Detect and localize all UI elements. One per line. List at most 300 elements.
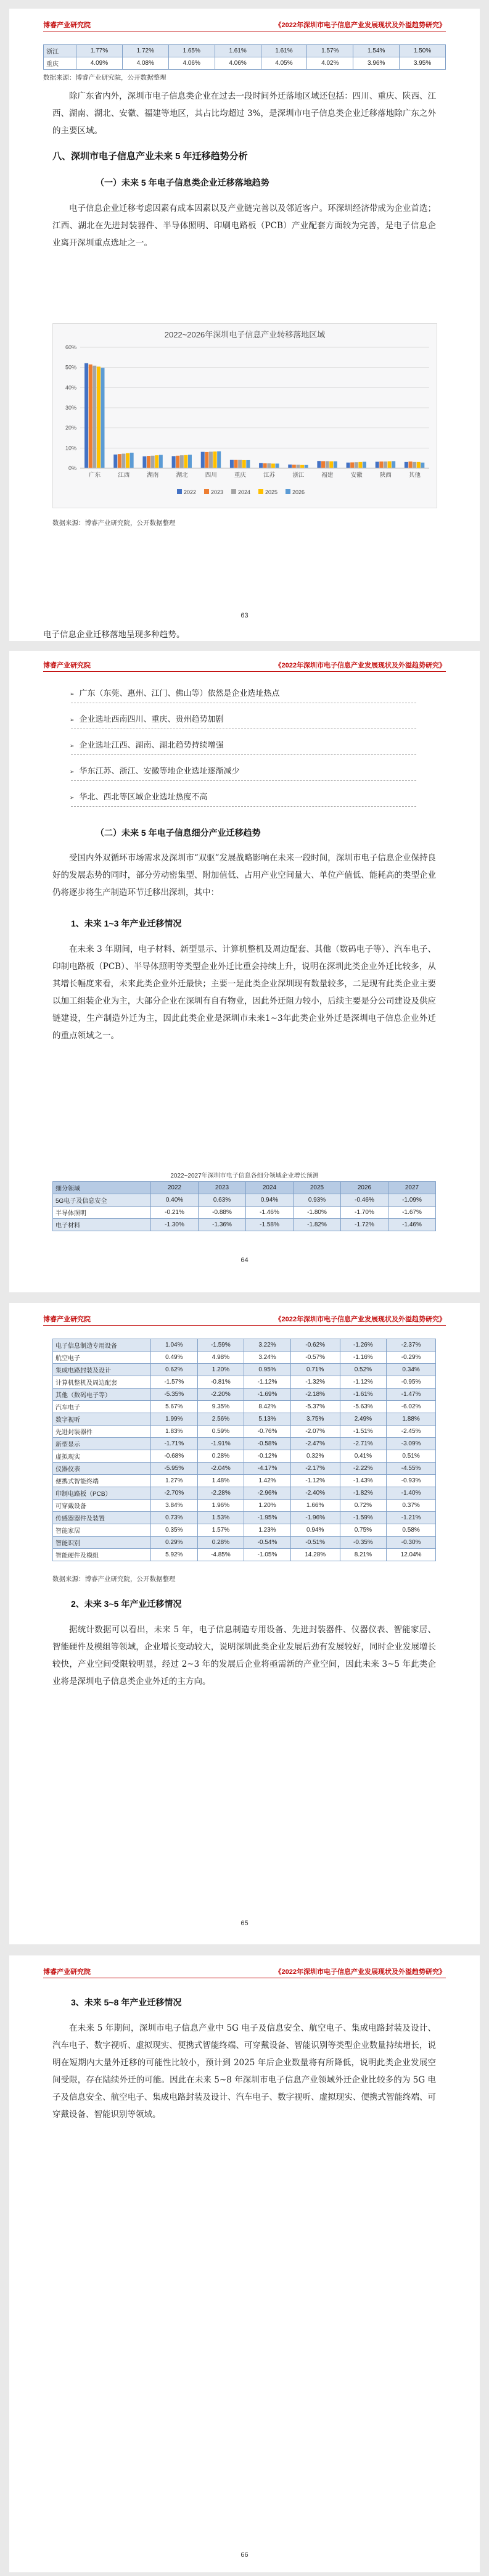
bar — [155, 455, 158, 468]
table-cell: -0.30% — [387, 1537, 436, 1549]
table-cell: -4.55% — [387, 1463, 436, 1475]
bar — [184, 455, 187, 468]
bar — [113, 455, 117, 468]
table-cell: -1.67% — [388, 1207, 436, 1219]
table-cell: 0.75% — [340, 1524, 387, 1537]
table-cell: -3.09% — [387, 1438, 436, 1450]
table-cell: -2.40% — [290, 1487, 340, 1500]
table-cell: 4.98% — [197, 1352, 244, 1364]
legend-label: 2024 — [238, 489, 251, 495]
y-tick-label: 50% — [65, 364, 76, 371]
table-cell: -5.95% — [151, 1463, 198, 1475]
table-cell: -5.35% — [151, 1389, 198, 1401]
table-header-row — [53, 1182, 436, 1194]
table-cell: -2.96% — [244, 1487, 291, 1500]
bar — [271, 463, 275, 468]
header-right: 《2022年深圳市电子信息产业发展现状及外溢趋势研究》 — [274, 662, 446, 669]
table-cell: 2.56% — [197, 1413, 244, 1426]
table-cell: 1.57% — [197, 1524, 244, 1537]
table-cell: 计算机整机及周边配套 — [53, 1376, 151, 1389]
y-tick-label: 0% — [68, 465, 76, 471]
bar — [209, 452, 213, 468]
table-cell: 1.65% — [168, 45, 215, 57]
chart-title: 2022~2026年深圳电子信息产业转移落地区域 — [164, 330, 326, 339]
table-cell: 传感器器件及装置 — [53, 1512, 151, 1524]
table-cell: 5.92% — [151, 1549, 198, 1561]
bar — [159, 455, 163, 468]
table-cell: -0.68% — [151, 1450, 198, 1463]
legend-swatch — [204, 489, 209, 494]
table-cell: -0.29% — [387, 1352, 436, 1364]
table-cell: -2.20% — [197, 1389, 244, 1401]
x-tick-label: 四川 — [205, 472, 217, 479]
header-left: 博睿产业研究院 — [43, 1968, 91, 1976]
table-cell: 0.51% — [387, 1450, 436, 1463]
bar — [238, 460, 242, 468]
table-cell: 集成电路封装及设计 — [53, 1364, 151, 1376]
page-header — [43, 20, 446, 31]
bar — [205, 452, 208, 468]
bullet-text: 华东江苏、浙江、安徽等地企业选址逐渐减少 — [79, 767, 240, 776]
table-row — [53, 1413, 436, 1426]
table-cell: 12.04% — [387, 1549, 436, 1561]
page-64 — [9, 630, 480, 1292]
table-cell: 0.95% — [244, 1364, 291, 1376]
table-cell: 0.49% — [151, 1352, 198, 1364]
table-cell: 4.02% — [307, 57, 353, 70]
table-cell: -4.17% — [244, 1463, 291, 1475]
bar — [350, 463, 354, 468]
table-cell: -1.96% — [290, 1512, 340, 1524]
table-cell: -0.76% — [244, 1426, 291, 1438]
bullet-text: 企业选址江西、湖南、湖北趋势持续增强 — [79, 741, 224, 750]
bullet-divider — [71, 780, 416, 781]
table-header-cell: 2022 — [151, 1182, 199, 1194]
table-header-cell: 2026 — [341, 1182, 388, 1194]
table-header-cell: 2024 — [246, 1182, 294, 1194]
table-cell: 4.08% — [122, 57, 168, 70]
table-header-cell: 2027 — [388, 1182, 436, 1194]
table-row — [53, 1207, 436, 1219]
table-cell: -1.80% — [294, 1207, 341, 1219]
legend-swatch — [231, 489, 236, 494]
table-cell: -2.70% — [151, 1487, 198, 1500]
table-cell: -0.46% — [341, 1194, 388, 1207]
table-cell: -0.81% — [197, 1376, 244, 1389]
table-cell: 仪器仪表 — [53, 1463, 151, 1475]
table-cell: 先进封装器件 — [53, 1426, 151, 1438]
table-cell: 0.71% — [290, 1364, 340, 1376]
chart-svg — [53, 324, 437, 508]
bar — [413, 462, 416, 468]
bar — [101, 368, 104, 468]
bar — [126, 453, 129, 469]
source-note: 数据来源：博睿产业研究院，公开数据整理 — [52, 1575, 176, 1583]
bar — [217, 452, 221, 468]
table-cell: -0.57% — [290, 1352, 340, 1364]
table-cell: -1.32% — [290, 1376, 340, 1389]
source-note: 数据来源：博睿产业研究院，公开数据整理 — [43, 74, 166, 81]
table-cell: -1.09% — [388, 1194, 436, 1207]
top-table — [43, 44, 446, 70]
table-cell: 0.37% — [387, 1500, 436, 1512]
legend-swatch — [177, 489, 182, 494]
bar — [388, 461, 392, 468]
table-cell: 8.21% — [340, 1549, 387, 1561]
bullet-item — [70, 687, 280, 698]
table-cell: 0.28% — [197, 1450, 244, 1463]
bar — [305, 465, 308, 468]
bullet-divider — [71, 806, 416, 807]
bullet-item — [70, 712, 224, 724]
y-tick-label: 30% — [65, 405, 76, 411]
table-cell: 0.52% — [340, 1364, 387, 1376]
table-cell: 0.41% — [340, 1450, 387, 1463]
legend-label: 2026 — [292, 489, 305, 495]
table-cell: 1.96% — [197, 1500, 244, 1512]
bar — [188, 455, 192, 468]
header-right: 《2022年深圳市电子信息产业发展现状及外溢趋势研究》 — [274, 22, 446, 29]
paragraph: 电子信息企业迁移落地呈现多种趋势。 — [43, 630, 185, 640]
x-tick-label: 重庆 — [234, 472, 246, 479]
bar — [213, 452, 217, 468]
bar — [358, 462, 362, 468]
table-cell: 4.06% — [168, 57, 215, 70]
x-tick-label: 湖南 — [147, 472, 159, 479]
bar — [355, 462, 358, 468]
table-title: 2022~2027年深圳市电子信息各细分领域企业增长预测 — [170, 1173, 319, 1179]
table-cell: -1.12% — [340, 1376, 387, 1389]
table-cell: -1.51% — [340, 1426, 387, 1438]
table-row — [53, 1426, 436, 1438]
page-66 — [9, 1955, 480, 2572]
table-cell: -1.95% — [244, 1512, 291, 1524]
table-row — [53, 1219, 436, 1231]
table-row — [53, 1475, 436, 1487]
table-cell: -1.91% — [197, 1438, 244, 1450]
table-cell: -1.59% — [340, 1512, 387, 1524]
table-cell: 3.84% — [151, 1500, 198, 1512]
x-tick-label: 福建 — [321, 472, 334, 479]
paragraph: 受国内外双循环市场需求及深圳市“双驱”发展战略影响在未来一段时间，深圳市电子信息企业保持良好的发展态势的同时，部分劳动密集型、附加值低、占用产业空间量大、单位产值低、能耗高的类型企业仍将逐步将生产制造环节迁移出深圳，其中： — [52, 853, 436, 898]
header-left: 博睿产业研究院 — [43, 22, 91, 29]
bar — [379, 461, 383, 468]
x-tick-label: 广东 — [89, 472, 101, 479]
table-cell: -2.22% — [340, 1463, 387, 1475]
bullet-arrow-icon: ➢ — [70, 717, 75, 724]
bar — [130, 453, 134, 468]
table-cell: -1.40% — [387, 1487, 436, 1500]
table-row — [53, 1487, 436, 1500]
table-cell: 4.06% — [215, 57, 261, 70]
table-cell: -1.58% — [246, 1219, 294, 1231]
paragraph: 在未来 3 年期间，电子材料、新型显示、计算机整机及周边配套、其他（数码电子等）、汽车电子、印制电路板（PCB）、半导体照明等类型企业外迁比重会持续上升，说明在深圳此类企业外迁比较多，从其增长幅度来看，未来此类企业外迁最快；主要一是此类企业深圳现有数量较多，二是现有此类企业主要以加工组装企业为主，大部分企业在深圳有自有物业，因此外迁阻力较小，后续主要是分公司建设及供应链建设，生产制造外迁为主，因此此类企业是深圳市未来1~3年此类企业外迁是深圳电子信息企业外迁的重点领域之一。 — [52, 944, 436, 1041]
table-cell: -6.02% — [387, 1401, 436, 1413]
table-cell: -0.58% — [244, 1438, 291, 1450]
table-cell: 1.61% — [215, 45, 261, 57]
bar — [417, 462, 421, 468]
paragraph: 电子信息企业迁移考虑因素有成本因素以及产业链完善以及邻近客户。环深圳经济带成为企业首选；江西、湖北在先进封装器件、半导体照明、印刷电路板（PCB）产业配套方面较为完善，是电子信息企业离开深圳重点选址之一。 — [52, 204, 436, 248]
bar — [267, 463, 271, 468]
table-cell: -0.95% — [387, 1376, 436, 1389]
header-right: 《2022年深圳市电子信息产业发展现状及外溢趋势研究》 — [274, 1968, 446, 1976]
table-cell: 4.09% — [76, 57, 123, 70]
table-cell: 1.53% — [197, 1512, 244, 1524]
table-cell: 印制电路板（PCB） — [53, 1487, 151, 1500]
paragraph: 除广东省内外，深圳市电子信息类企业在过去一段时间外迁落地区域还包括：四川、重庆、陕西、江西、湖南、湖北、安徽、福建等地区，其占比均超过 3%，是深圳市电子信息类企业迁移落地除广东之外的主要区域。 — [52, 91, 436, 136]
bar — [176, 456, 179, 468]
bar — [363, 462, 366, 468]
bullet-arrow-icon: ➢ — [70, 691, 75, 698]
table-row — [53, 1352, 436, 1364]
subsection-heading: （二）未来 5 年电子信息细分产业迁移趋势 — [96, 828, 261, 838]
table-cell: 0.40% — [151, 1194, 199, 1207]
table-cell: -1.59% — [197, 1339, 244, 1352]
section-heading: 八、深圳市电子信息产业未来 5 年迁移趋势分析 — [52, 151, 248, 162]
table-cell: 1.20% — [197, 1364, 244, 1376]
bar — [121, 453, 125, 468]
bullet-item — [70, 738, 224, 750]
bar — [242, 460, 246, 468]
x-tick-label: 湖北 — [176, 472, 188, 479]
table-cell: -1.69% — [244, 1389, 291, 1401]
bar — [321, 461, 325, 468]
x-tick-label: 其他 — [408, 472, 421, 479]
header-left: 博睿产业研究院 — [43, 662, 91, 669]
table-cell: 新型显示 — [53, 1438, 151, 1450]
table-row — [53, 1194, 436, 1207]
table-cell: 智能硬件及模组 — [53, 1549, 151, 1561]
table-cell: -1.57% — [151, 1376, 198, 1389]
table-cell: 1.57% — [307, 45, 353, 57]
x-tick-label: 安徽 — [350, 472, 363, 479]
table-cell: 1.50% — [400, 45, 446, 57]
table-cell: 虚拟现实 — [53, 1450, 151, 1463]
bar — [405, 462, 408, 468]
bar — [92, 366, 96, 468]
bullet-item — [70, 790, 208, 802]
bullet-text: 广东（东莞、惠州、江门、佛山等）依然是企业选址热点 — [79, 689, 280, 698]
table-cell: 航空电子 — [53, 1352, 151, 1364]
table-cell: -1.70% — [341, 1207, 388, 1219]
table-cell: -0.35% — [340, 1537, 387, 1549]
table-cell: 0.29% — [151, 1537, 198, 1549]
bullet-arrow-icon: ➢ — [70, 743, 75, 749]
table-cell: 其他（数码电子等） — [53, 1389, 151, 1401]
table-cell: -2.71% — [340, 1438, 387, 1450]
table-cell: 0.94% — [246, 1194, 294, 1207]
y-tick-label: 60% — [65, 344, 76, 350]
page-header — [43, 1967, 446, 1978]
table-cell: 1.23% — [244, 1524, 291, 1537]
bar — [384, 461, 387, 468]
legend-swatch — [286, 489, 290, 494]
table-cell: 智能家居 — [53, 1524, 151, 1537]
bullet-text: 企业选址西南四川、重庆、贵州趋势加剧 — [79, 715, 224, 724]
y-tick-label: 40% — [65, 384, 76, 391]
table-cell: -2.45% — [387, 1426, 436, 1438]
table-cell: 0.72% — [340, 1500, 387, 1512]
table-cell: -0.21% — [151, 1207, 199, 1219]
table-cell: -0.88% — [199, 1207, 246, 1219]
table-cell: 1.42% — [244, 1475, 291, 1487]
table-cell: 0.62% — [151, 1364, 198, 1376]
table-cell: 3.75% — [290, 1413, 340, 1426]
bar — [300, 465, 304, 468]
bar — [275, 463, 279, 468]
x-tick-label: 陕西 — [379, 472, 392, 479]
table-cell: 3.24% — [244, 1352, 291, 1364]
table-row — [53, 1389, 436, 1401]
table-cell: 5.67% — [151, 1401, 198, 1413]
page-63 — [9, 9, 480, 641]
page-header — [43, 1314, 446, 1326]
bar — [259, 463, 263, 468]
table-cell: -1.46% — [246, 1207, 294, 1219]
table-row — [53, 1512, 436, 1524]
table-cell: 0.73% — [151, 1512, 198, 1524]
table-cell: 5G电子及信息安全 — [53, 1194, 151, 1207]
table-cell: -2.07% — [290, 1426, 340, 1438]
page-65 — [9, 1303, 480, 1944]
sub-heading: 1、未来 1~3 年产业迁移情况 — [71, 919, 182, 928]
bar — [142, 456, 146, 468]
bar — [317, 461, 321, 468]
bar — [326, 461, 329, 468]
table-cell: 0.28% — [197, 1537, 244, 1549]
table-cell: -0.51% — [290, 1537, 340, 1549]
table-cell: 1.61% — [261, 45, 307, 57]
bar — [421, 463, 424, 468]
page-header — [43, 660, 446, 672]
y-tick-label: 20% — [65, 424, 76, 431]
bar — [89, 365, 92, 468]
legend-label: 2025 — [265, 489, 278, 495]
table-cell: -1.43% — [340, 1475, 387, 1487]
table-row — [53, 1376, 436, 1389]
table-row — [53, 1500, 436, 1512]
table-cell: 1.27% — [151, 1475, 198, 1487]
subsection-heading: （一）未来 5 年电子信息类企业迁移落地趋势 — [96, 178, 269, 188]
table-cell: 半导体照明 — [53, 1207, 151, 1219]
table-cell: -1.46% — [388, 1219, 436, 1231]
table-cell: 8.42% — [244, 1401, 291, 1413]
bullet-item — [70, 764, 240, 776]
table-cell: 9.35% — [197, 1401, 244, 1413]
table-cell: 1.72% — [122, 45, 168, 57]
table-header-cell: 2023 — [199, 1182, 246, 1194]
table-cell: 4.05% — [261, 57, 307, 70]
table-cell: 电子信息制造专用设备 — [53, 1339, 151, 1352]
table-cell: -1.12% — [290, 1475, 340, 1487]
bar — [292, 464, 296, 468]
bar — [376, 462, 379, 468]
bar — [347, 463, 350, 468]
table-cell: -5.63% — [340, 1401, 387, 1413]
bar — [180, 455, 184, 468]
sub-heading: 3、未来 5~8 年产业迁移情况 — [71, 1997, 182, 2007]
bar — [230, 460, 234, 468]
paragraph: 在未来 5 年期间，深圳市电子信息产业中 5G 电子及信息安全、航空电子、集成电路封装及设计、汽车电子、数字视听、虚拟现实、便携式智能终端、可穿戴设备、智能识别等类型企业数量持续增长，说明在短期内大量外迁移的可能性比较小，预计到 2025 年后企业数量将有所降低，说明此类企业发展空间受限，存在陆续外迁的可能。因此在未来 5~8 年深圳市电子信息产业领域外迁企业比较多的为 5G 电子及信息安全、航空电子、集成电路封装及设计、汽车电子、数字视听、虚拟现实、便携式智能终端、可穿戴设备、智能识别等领域。 — [52, 2023, 436, 2120]
table-row — [53, 1401, 436, 1413]
bar — [288, 464, 292, 468]
header-right: 《2022年深圳市电子信息产业发展现状及外溢趋势研究》 — [274, 1316, 446, 1323]
page-number: 65 — [240, 1920, 249, 1927]
table-row — [53, 1450, 436, 1463]
table-row — [44, 57, 446, 70]
bar — [234, 460, 238, 468]
source-note: 数据来源：博睿产业研究院，公开数据整理 — [52, 519, 176, 527]
table-cell: 智能识别 — [53, 1537, 151, 1549]
table-cell: -1.61% — [340, 1389, 387, 1401]
table-cell: 0.93% — [294, 1194, 341, 1207]
table-row — [53, 1537, 436, 1549]
bar — [246, 460, 250, 468]
table-cell: -1.21% — [387, 1512, 436, 1524]
header-left: 博睿产业研究院 — [43, 1316, 91, 1323]
page-number: 63 — [240, 612, 249, 619]
bar — [201, 452, 205, 468]
bar-chart — [52, 323, 437, 508]
table-cell: -2.47% — [290, 1438, 340, 1450]
table-cell: 1.77% — [76, 45, 123, 57]
bar — [118, 454, 121, 468]
bullet-arrow-icon: ➢ — [70, 769, 75, 775]
table-cell: -1.82% — [340, 1487, 387, 1500]
paragraph: 据统计数据可以看出，未来 5 年，电子信息制造专用设备、先进封装器件、仪器仪表、智能家居、智能硬件及模组等领域，企业增长变动较大，说明深圳此类企业发展后劲有发展较好，同时企业发展增长较快，产业空间受限较明显，经过 2~3 年的发展后企业将亟需新的产业空间，因此未来 3~5 年此类企业将是深圳电子信息类企业外迁的主方向。 — [52, 1625, 436, 1686]
table-row — [53, 1339, 436, 1352]
bullet-divider — [71, 754, 416, 755]
table-cell: 数字视听 — [53, 1413, 151, 1426]
bar — [147, 456, 150, 468]
table-cell: 3.22% — [244, 1339, 291, 1352]
table-cell: 浙江 — [44, 45, 76, 57]
x-tick-label: 江苏 — [263, 472, 276, 479]
bullet-arrow-icon: ➢ — [70, 795, 75, 801]
table-cell: 3.96% — [353, 57, 400, 70]
table-row — [53, 1549, 436, 1561]
bar — [151, 456, 155, 468]
table-cell: 14.28% — [290, 1549, 340, 1561]
bar — [172, 456, 176, 468]
table-cell: -2.37% — [387, 1339, 436, 1352]
bar — [334, 461, 337, 468]
table-cell: 0.32% — [290, 1450, 340, 1463]
table-row — [53, 1524, 436, 1537]
table-cell: -1.16% — [340, 1352, 387, 1364]
bar — [392, 461, 395, 468]
x-tick-label: 江西 — [118, 472, 130, 479]
forecast-table — [52, 1181, 436, 1231]
legend-label: 2023 — [211, 489, 224, 495]
table-cell: 5.13% — [244, 1413, 291, 1426]
table-cell: 0.94% — [290, 1524, 340, 1537]
table-cell: -1.82% — [294, 1219, 341, 1231]
table-cell: -1.47% — [387, 1389, 436, 1401]
table-cell: 重庆 — [44, 57, 76, 70]
table-cell: -2.18% — [290, 1389, 340, 1401]
table-cell: -0.62% — [290, 1339, 340, 1352]
table-cell: -0.54% — [244, 1537, 291, 1549]
table-header-cell: 2025 — [294, 1182, 341, 1194]
table-cell: 可穿戴设备 — [53, 1500, 151, 1512]
x-tick-label: 浙江 — [292, 472, 305, 479]
table-cell: -1.12% — [244, 1376, 291, 1389]
table-cell: 1.04% — [151, 1339, 198, 1352]
table-cell: -2.28% — [197, 1487, 244, 1500]
table-cell: -0.12% — [244, 1450, 291, 1463]
table-cell: -2.17% — [290, 1463, 340, 1475]
